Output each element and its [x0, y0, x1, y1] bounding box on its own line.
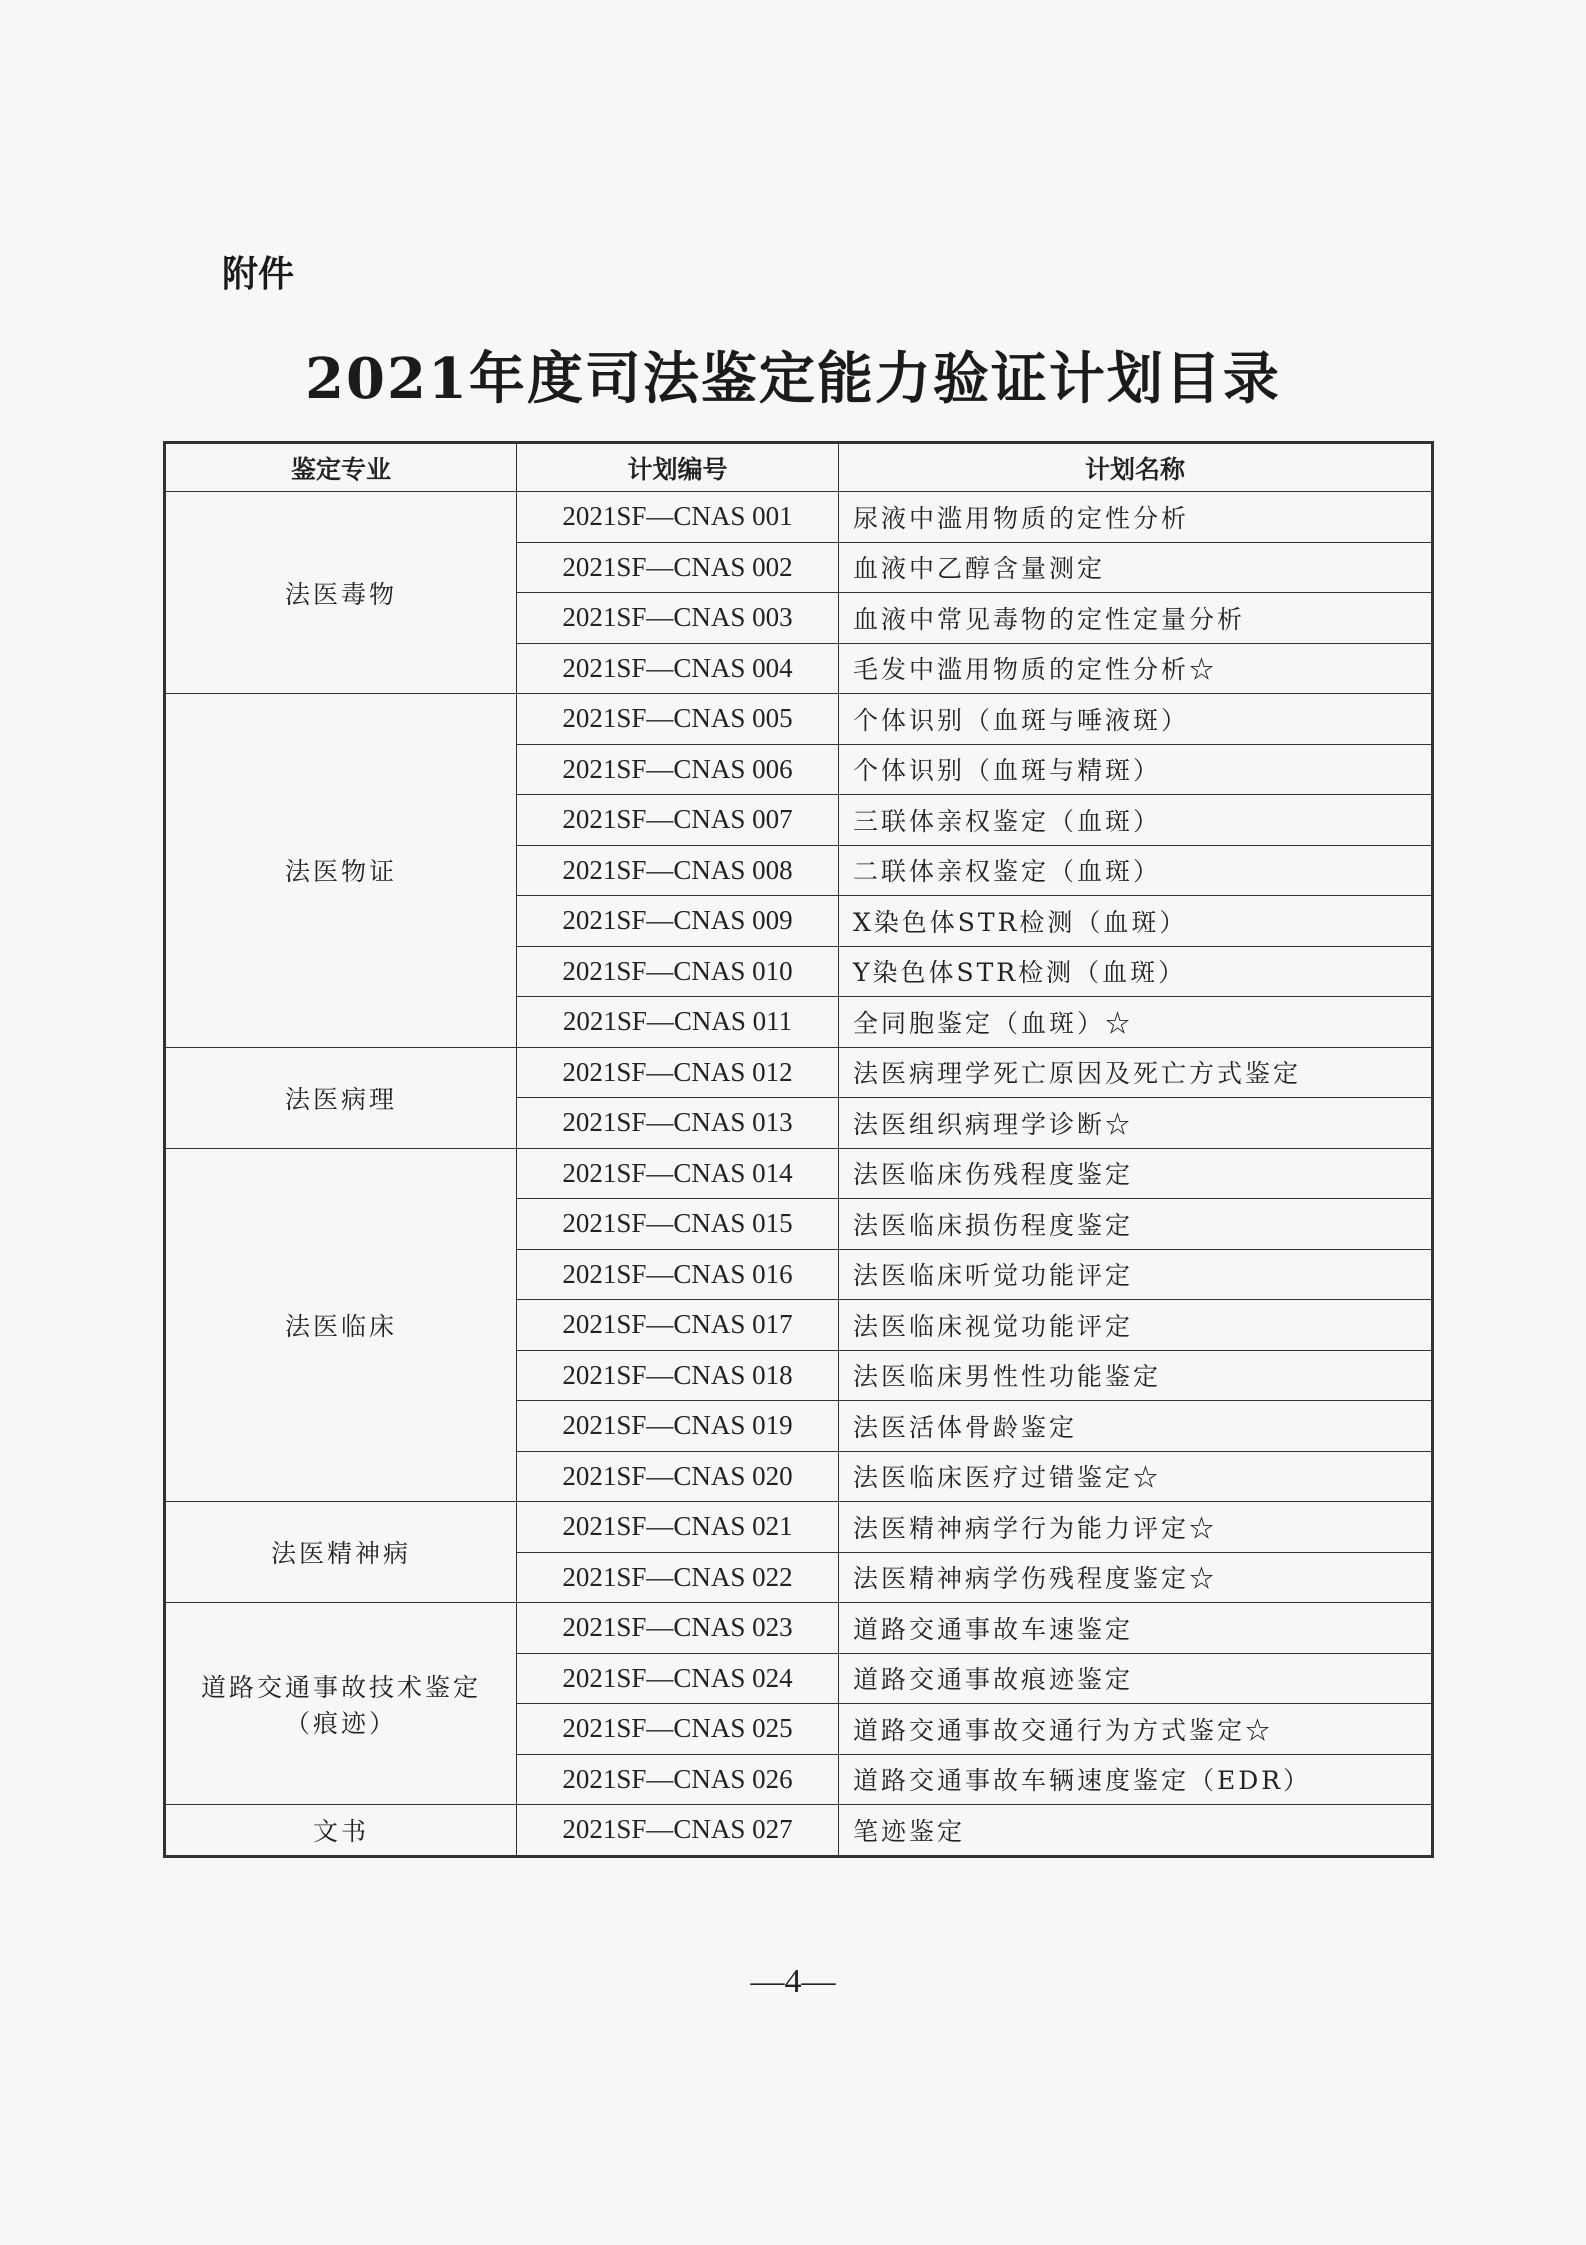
- specialty-label: 法医精神病: [270, 1539, 411, 1568]
- plan-name-cell: 血液中常见毒物的定性定量分析: [839, 593, 1433, 644]
- plan-code-cell: 2021SF—CNAS 015: [517, 1199, 839, 1250]
- plan-code-cell: 2021SF—CNAS 018: [517, 1350, 839, 1401]
- plan-name-cell: 毛发中滥用物质的定性分析☆: [839, 643, 1433, 694]
- plan-name-cell: 个体识别（血斑与唾液斑）: [839, 694, 1433, 745]
- plan-code-cell: 2021SF—CNAS 007: [517, 795, 839, 846]
- plan-code-cell: 2021SF—CNAS 024: [517, 1653, 839, 1704]
- plan-code-cell: 2021SF—CNAS 020: [517, 1451, 839, 1502]
- plan-code-cell: 2021SF—CNAS 019: [517, 1401, 839, 1452]
- catalog-table: [163, 441, 1434, 1858]
- page-title: 2021年度司法鉴定能力验证计划目录: [305, 346, 1281, 412]
- plan-code-cell: 2021SF—CNAS 021: [517, 1502, 839, 1553]
- plan-code-cell: 2021SF—CNAS 014: [517, 1148, 839, 1199]
- plan-code-cell: 2021SF—CNAS 022: [517, 1552, 839, 1603]
- header-plan-name: 计划名称: [839, 443, 1433, 492]
- plan-name-cell: 法医精神病学行为能力评定☆: [839, 1502, 1433, 1553]
- plan-code-cell: 2021SF—CNAS 026: [517, 1754, 839, 1805]
- attachment-label: 附件: [222, 254, 295, 295]
- specialty-label: 法医毒物: [284, 579, 397, 609]
- table-row: [165, 1805, 1433, 1857]
- specialty-label: 法医临床: [284, 1311, 397, 1341]
- plan-code-cell: 2021SF—CNAS 006: [517, 744, 839, 795]
- specialty-cell: [165, 1603, 517, 1805]
- plan-name-cell: 三联体亲权鉴定（血斑）: [839, 795, 1433, 846]
- plan-code-cell: 2021SF—CNAS 027: [517, 1805, 839, 1857]
- plan-name-cell: 法医活体骨龄鉴定: [839, 1401, 1433, 1452]
- plan-code-cell: 2021SF—CNAS 011: [517, 997, 839, 1048]
- plan-name-cell: 法医组织病理学诊断☆: [839, 1098, 1433, 1149]
- plan-name-cell: 尿液中滥用物质的定性分析: [839, 492, 1433, 543]
- specialty-label: 法医物证: [284, 857, 397, 887]
- specialty-cell: [165, 492, 517, 694]
- plan-name-cell: 法医临床视觉功能评定: [839, 1300, 1433, 1351]
- table-header-row: [165, 443, 1433, 492]
- plan-name-cell: 法医病理学死亡原因及死亡方式鉴定: [839, 1047, 1433, 1098]
- plan-name-cell: 笔迹鉴定: [839, 1805, 1433, 1857]
- plan-name-cell: 法医精神病学伤残程度鉴定☆: [839, 1552, 1433, 1603]
- plan-code-cell: 2021SF—CNAS 008: [517, 845, 839, 896]
- specialty-cell: [165, 1148, 517, 1502]
- plan-code-cell: 2021SF—CNAS 017: [517, 1300, 839, 1351]
- specialty-label: （痕迹）: [284, 1708, 397, 1738]
- table-row: [165, 492, 1433, 543]
- specialty-cell: [165, 1047, 517, 1148]
- plan-name-cell: 全同胞鉴定（血斑）☆: [839, 997, 1433, 1048]
- plan-name-cell: 道路交通事故交通行为方式鉴定☆: [839, 1704, 1433, 1755]
- plan-code-cell: 2021SF—CNAS 002: [517, 542, 839, 593]
- plan-name-cell: 法医临床医疗过错鉴定☆: [839, 1451, 1433, 1502]
- plan-code-cell: 2021SF—CNAS 005: [517, 694, 839, 745]
- header-specialty: 鉴定专业: [165, 443, 517, 492]
- plan-name-cell: 法医临床男性性功能鉴定: [839, 1350, 1433, 1401]
- plan-name-cell: 道路交通事故车辆速度鉴定（EDR）: [839, 1754, 1433, 1805]
- table-row: [165, 1047, 1433, 1098]
- plan-code-cell: 2021SF—CNAS 012: [517, 1047, 839, 1098]
- plan-name-cell: 二联体亲权鉴定（血斑）: [839, 845, 1433, 896]
- table-body: [165, 492, 1433, 1857]
- header-plan-code: 计划编号: [517, 443, 839, 492]
- plan-name-cell: 法医临床听觉功能评定: [839, 1249, 1433, 1300]
- plan-code-cell: 2021SF—CNAS 013: [517, 1098, 839, 1149]
- plan-code-cell: 2021SF—CNAS 010: [517, 946, 839, 997]
- specialty-cell: [165, 1805, 517, 1857]
- plan-code-cell: 2021SF—CNAS 003: [517, 593, 839, 644]
- table-row: [165, 1148, 1433, 1199]
- plan-name-cell: 个体识别（血斑与精斑）: [839, 744, 1433, 795]
- plan-code-cell: 2021SF—CNAS 023: [517, 1603, 839, 1654]
- plan-name-cell: 血液中乙醇含量测定: [839, 542, 1433, 593]
- plan-code-cell: 2021SF—CNAS 025: [517, 1704, 839, 1755]
- plan-code-cell: 2021SF—CNAS 009: [517, 896, 839, 947]
- page-number: —4—: [750, 1963, 836, 2000]
- plan-name-cell: Y染色体STR检测（血斑）: [839, 946, 1433, 997]
- specialty-label: 法医病理: [284, 1084, 397, 1114]
- plan-code-cell: 2021SF—CNAS 004: [517, 643, 839, 694]
- table-row: [165, 694, 1433, 745]
- plan-name-cell: 法医临床损伤程度鉴定: [839, 1199, 1433, 1250]
- plan-name-cell: 道路交通事故车速鉴定: [839, 1603, 1433, 1654]
- plan-code-cell: 2021SF—CNAS 001: [517, 492, 839, 543]
- table-row: [165, 1603, 1433, 1654]
- specialty-label: 文书: [312, 1816, 369, 1846]
- table-row: [165, 1502, 1433, 1553]
- plan-name-cell: X染色体STR检测（血斑）: [839, 896, 1433, 947]
- specialty-cell: [165, 1502, 517, 1603]
- specialty-label: 道路交通事故技术鉴定: [200, 1672, 481, 1702]
- plan-name-cell: 法医临床伤残程度鉴定: [839, 1148, 1433, 1199]
- plan-name-cell: 道路交通事故痕迹鉴定: [839, 1653, 1433, 1704]
- plan-code-cell: 2021SF—CNAS 016: [517, 1249, 839, 1300]
- specialty-cell: [165, 694, 517, 1048]
